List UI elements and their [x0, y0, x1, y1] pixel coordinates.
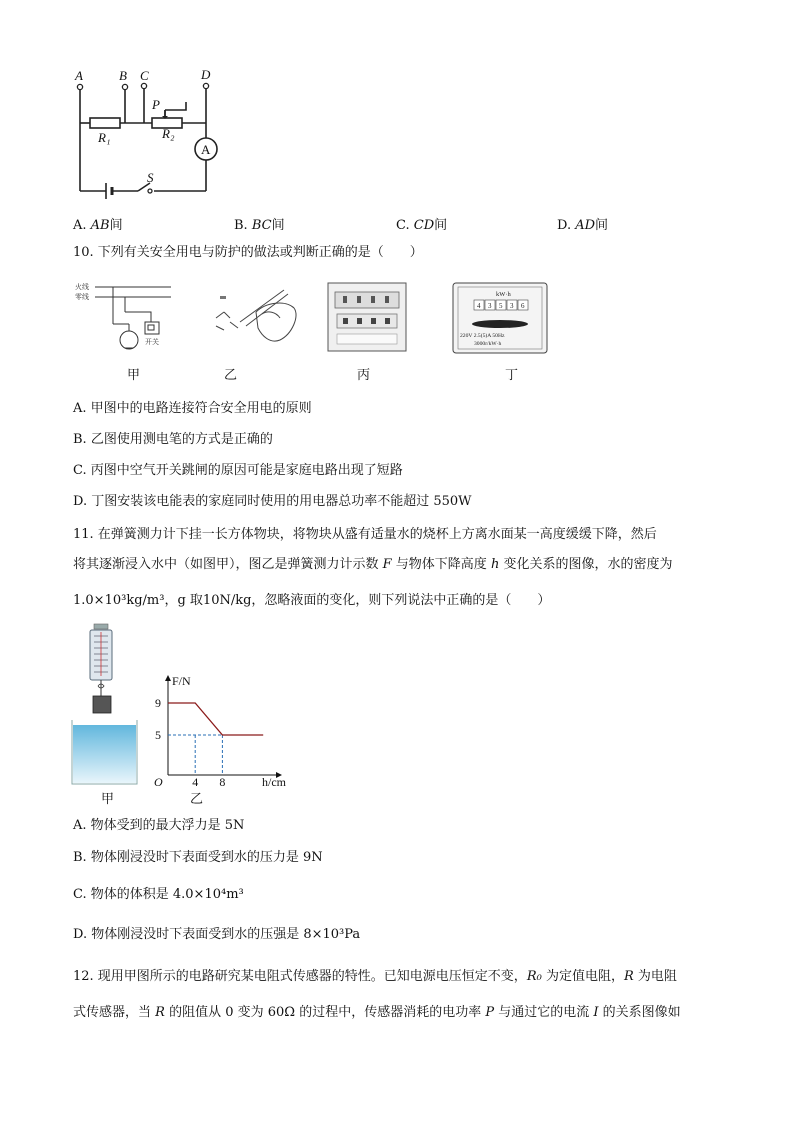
q9-terminal-c: C: [140, 68, 149, 83]
x-tick-label-4: 4: [192, 775, 199, 787]
q11-option-b[interactable]: B. 物体刚浸没时下表面受到水的压力是 9N: [73, 850, 323, 865]
q11-option-d[interactable]: D. 物体刚浸没时下表面受到水的压强是 8×10³Pa: [73, 927, 361, 942]
q10-option-d[interactable]: D. 丁图安装该电能表的家庭同时使用的用电器总功率不能超过 550W: [73, 494, 472, 509]
q12-stem-line2: 式传感器，当 R 的阻值从 0 变为 60Ω 的过程中，传感器消耗的电功率 P 与通过它的电流 I 的关系图像如: [73, 1005, 681, 1020]
q10-jia-neutral-label: 零线: [75, 293, 89, 301]
q11-option-a[interactable]: A. 物体受到的最大浮力是 5N: [73, 818, 245, 833]
x-tick-label-8: 8: [219, 775, 226, 787]
q10-jia-live-label: 火线: [75, 283, 89, 291]
y-axis-label: F/N: [172, 675, 191, 688]
q11-stem-line2: 将其逐渐浸入水中（如图甲），图乙是弹簧测力计示数 F 与物体下降高度 h 变化关系的图像，水的密度为: [73, 557, 673, 572]
origin-label: O: [154, 775, 163, 787]
y-tick-label-9: 9: [155, 696, 161, 710]
q10-caption-ding: 丁: [505, 368, 519, 383]
x-axis-label: h/cm: [262, 775, 286, 787]
q11-caption-jia: 甲: [101, 792, 115, 807]
q10-ding-spec: 220V 2.5(5)A 50Hz: [460, 333, 505, 339]
q11-stem-line3: 1.0×10³kg/m³，g 取10N/kg，忽略液面的变化，则下列说法中正确的是（ ）: [73, 593, 551, 608]
q9-terminal-a: A: [75, 68, 83, 83]
y-tick-label-5: 5: [155, 728, 161, 742]
q11-figure-jia: [66, 622, 146, 787]
series-line: [168, 703, 263, 735]
q10-figure-yi: [196, 282, 306, 346]
q10-jia-switch-label: 开关: [145, 338, 159, 346]
q11-option-c[interactable]: C. 物体的体积是 4.0×10⁴m³: [73, 887, 244, 902]
q9-option-c[interactable]: C. CD间: [396, 218, 448, 233]
q10-ding-const: 3000r/kW·h: [474, 341, 502, 347]
q9-option-a[interactable]: A. AB间: [73, 218, 123, 233]
q10-ding-digit-4: 3: [510, 302, 514, 310]
q10-caption-yi: 乙: [224, 368, 238, 383]
q11-chart: [148, 675, 290, 787]
q10-ding-digit-1: 4: [477, 302, 481, 310]
q12-stem-line1: 12. 现用甲图所示的电路研究某电阻式传感器的特性。已知电源电压恒定不变，R₀ 为定值电阻，R 为电阻: [73, 969, 677, 984]
q9-option-b[interactable]: B. BC间: [234, 218, 285, 233]
q9-ammeter-label: A: [201, 142, 211, 157]
q11-stem-line1: 11. 在弹簧测力计下挂一长方体物块，将物块从盛有适量水的烧杯上方离水面某一高度缓缓下降，然后: [73, 527, 657, 542]
q9-r2-label: R₂: [162, 126, 175, 141]
q10-caption-jia: 甲: [127, 368, 141, 383]
y-axis-arrow: [165, 675, 171, 681]
q10-stem: 10. 下列有关安全用电与防护的做法或判断正确的是（ ）: [73, 245, 423, 260]
q9-switch-label: S: [147, 170, 154, 185]
q10-ding-digit-3: 5: [499, 302, 503, 310]
q10-option-a[interactable]: A. 甲图中的电路连接符合安全用电的原则: [73, 401, 312, 416]
q9-terminal-d: D: [201, 67, 211, 82]
q9-circuit-diagram: [70, 66, 230, 200]
q9-option-d[interactable]: D. AD间: [557, 218, 609, 233]
q10-option-c[interactable]: C. 丙图中空气开关跳闸的原因可能是家庭电路出现了短路: [73, 463, 403, 478]
q10-figure-bing: [327, 282, 407, 352]
q10-option-b[interactable]: B. 乙图使用测电笔的方式是正确的: [73, 432, 273, 447]
q9-terminal-b: B: [119, 68, 127, 83]
q10-figure-jia: [73, 282, 173, 360]
q10-ding-unit: kW·h: [496, 291, 511, 298]
q11-caption-yi: 乙: [190, 792, 204, 807]
q9-r1-label: R₁: [98, 130, 111, 145]
q10-ding-digit-2: 3: [488, 302, 492, 310]
q10-caption-bing: 丙: [357, 368, 371, 383]
q9-slider-p: P: [152, 97, 160, 112]
q10-ding-digit-5: 6: [521, 302, 525, 310]
q10-figure-ding: [452, 282, 548, 354]
